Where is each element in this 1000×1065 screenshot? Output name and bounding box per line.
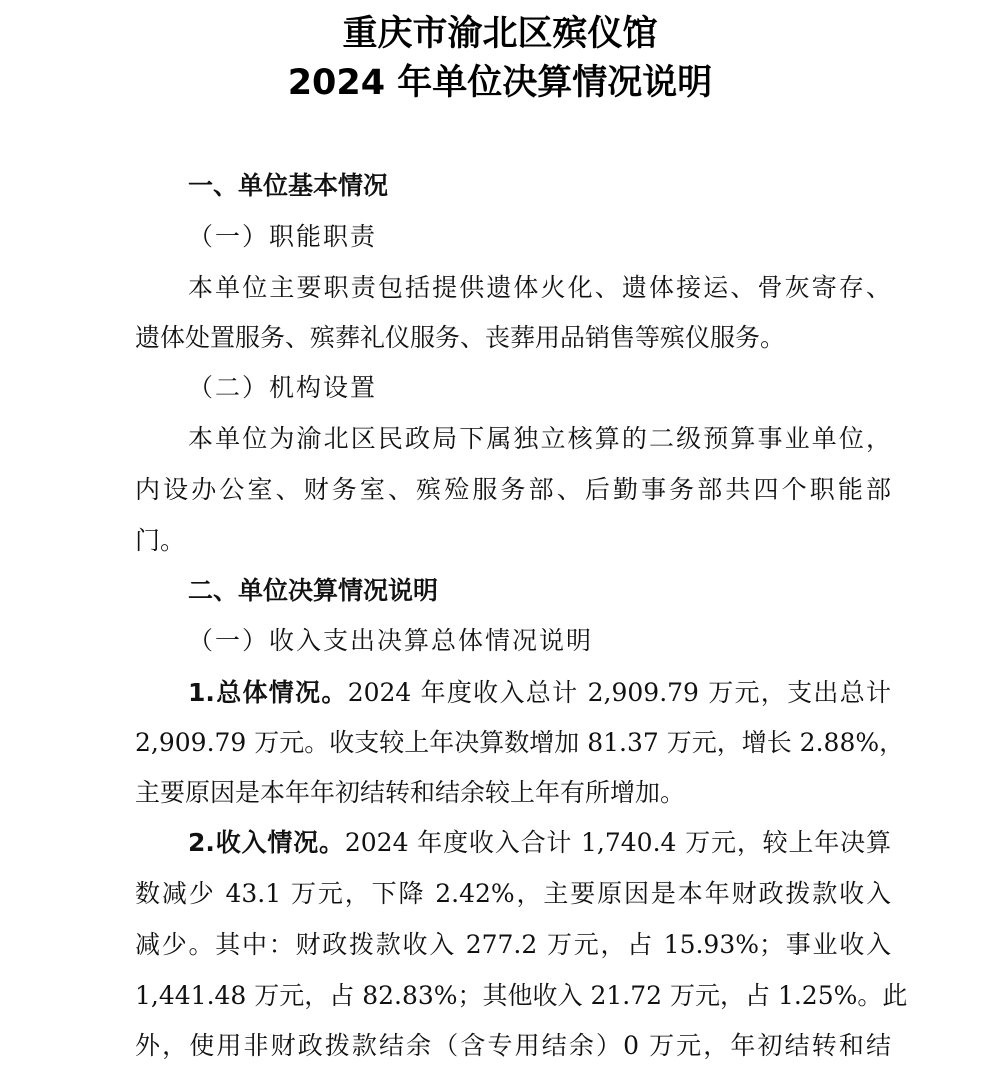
paragraph-line [188, 827, 891, 859]
section-heading-basic-info: 一、单位基本情况 [188, 171, 389, 200]
paragraph-line [188, 677, 891, 709]
subsection-heading-duties: （一）职能职责 [188, 222, 378, 251]
document-title: 重庆市渝北区殡仪馆 [342, 14, 658, 54]
paragraph-line: 内设办公室、财务室、殡殓服务部、后勤事务部共四个职能部 [135, 475, 891, 504]
paragraph-line: 1,441.48 万元，占 82.83%；其他收入 21.72 万元，占 1.25%。此 [135, 981, 908, 1010]
section-heading-final-accounts: 二、单位决算情况说明 [188, 576, 439, 605]
document-subtitle: 2024 年单位决算情况说明 [287, 63, 713, 103]
subsection-heading-income-expense: （一）收入支出决算总体情况说明 [188, 626, 594, 655]
paragraph-line: 门。 [135, 526, 186, 555]
paragraph-line: 数减少 43.1 万元，下降 2.42%，主要原因是本年财政拨款收入 [135, 879, 891, 908]
paragraph-line: 本单位为渝北区民政局下属独立核算的二级预算事业单位， [188, 424, 891, 453]
item-lead-income: 2.收入情况。 [188, 828, 345, 857]
item-text: 2024 年度收入总计 2,909.79 万元，支出总计 [347, 678, 891, 707]
paragraph-line: 减少。其中：财政拨款收入 277.2 万元，占 15.93%；事业收入 [135, 930, 891, 959]
paragraph-line: 本单位主要职责包括提供遗体火化、遗体接运、骨灰寄存、 [188, 273, 891, 302]
item-text: 2024 年度收入合计 1,740.4 万元，较上年决算 [344, 828, 891, 857]
paragraph-line: 主要原因是本年年初结转和结余较上年有所增加。 [135, 778, 686, 807]
paragraph-line: 2,909.79 万元。收支较上年决算数增加 81.37 万元，增长 2.88%， [135, 728, 905, 757]
paragraph-line: 外，使用非财政拨款结余（含专用结余）0 万元，年初结转和结 [135, 1031, 891, 1060]
subsection-heading-organization: （二）机构设置 [188, 373, 378, 402]
paragraph-line: 遗体处置服务、殡葬礼仪服务、丧葬用品销售等殡仪服务。 [135, 323, 786, 352]
item-lead-overall: 1.总体情况。 [188, 678, 348, 707]
